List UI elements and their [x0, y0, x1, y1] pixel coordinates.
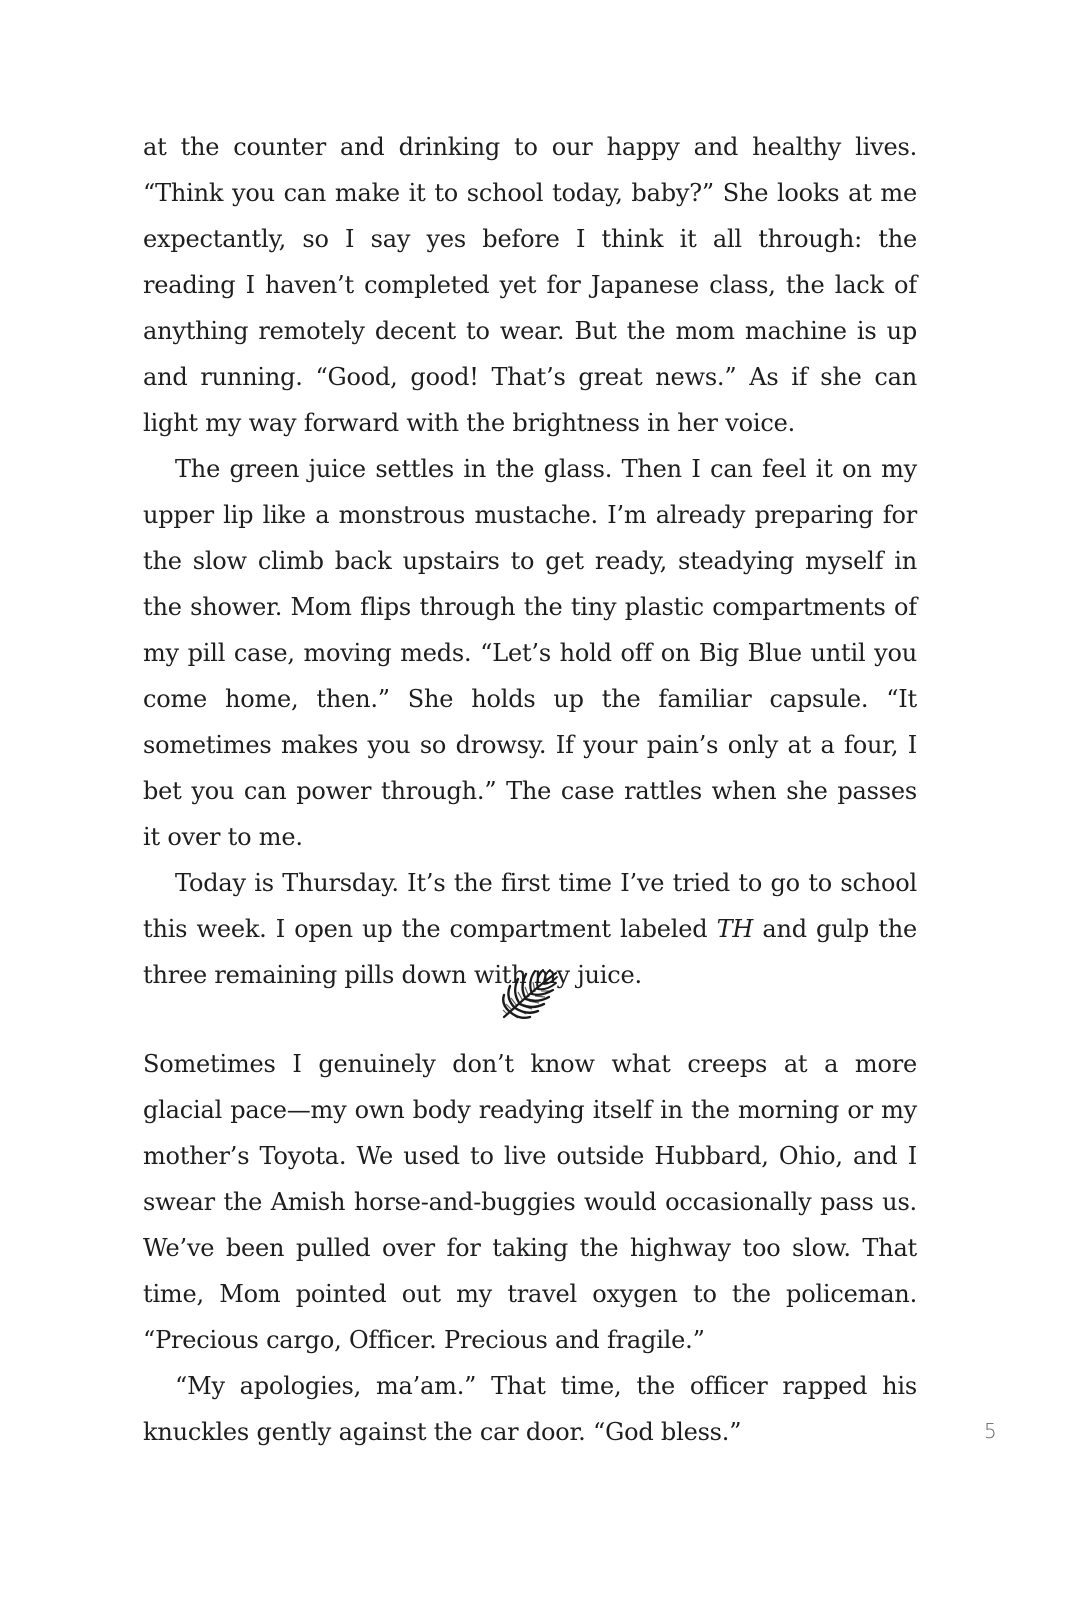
- paragraph: “My apologies, ma’am.” That time, the officer rapped his knuckles gently against the car door. “God bless.”: [143, 1372, 917, 1446]
- italic-label: TH: [716, 915, 754, 943]
- section-2-text: [143, 1041, 917, 1455]
- paragraph-text: and gulp the three remaining pills down with my juice.: [143, 915, 917, 989]
- paragraph-text: Today is Thursday. It’s the first time I’ve tried to go to school this week. I open up the compartment labeled: [143, 869, 917, 943]
- paragraph: The green juice settles in the glass. Then I can feel it on my upper lip like a monstrous mustache. I’m already preparing for the slow climb back upstairs to get ready, steadying myself in the shower. Mom flips through the tiny plastic compartments of my pill case, moving meds. “Let’s hold off on Big Blue until you come home, then.” She holds up the familiar capsule. “It sometimes makes you so drowsy. If your pain’s only at a four, I bet you can power through.” The case rattles when she passes it over to me.: [143, 455, 917, 851]
- paragraph: Sometimes I genuinely don’t know what creeps at a more glacial pace—my own body readying itself in the morning or my mother’s Toyota. We used to live outside Hubbard, Ohio, and I swear the Amish horse-and-buggies would occasionally pass us. We’ve been pulled over for taking the highway too slow. That time, Mom pointed out my travel oxygen to the policeman. “Precious cargo, Officer. Precious and fragile.”: [143, 1050, 917, 1354]
- fern-leaf-icon: [498, 963, 562, 1027]
- page-number: 5: [984, 1419, 997, 1443]
- paragraph: at the counter and drinking to our happy and healthy lives. “Think you can make it to school today, baby?” She looks at me expectantly, so I say yes before I think it all through: the reading I haven’t completed yet for Japanese class, the lack of anything remotely decent to wear. But the mom machine is up and running. “Good, good! That’s great news.” As if she can light my way forward with the brightness in her voice.: [143, 133, 917, 437]
- section-1-text: [143, 124, 917, 998]
- fern-leaf-ornament-icon: [498, 963, 562, 1027]
